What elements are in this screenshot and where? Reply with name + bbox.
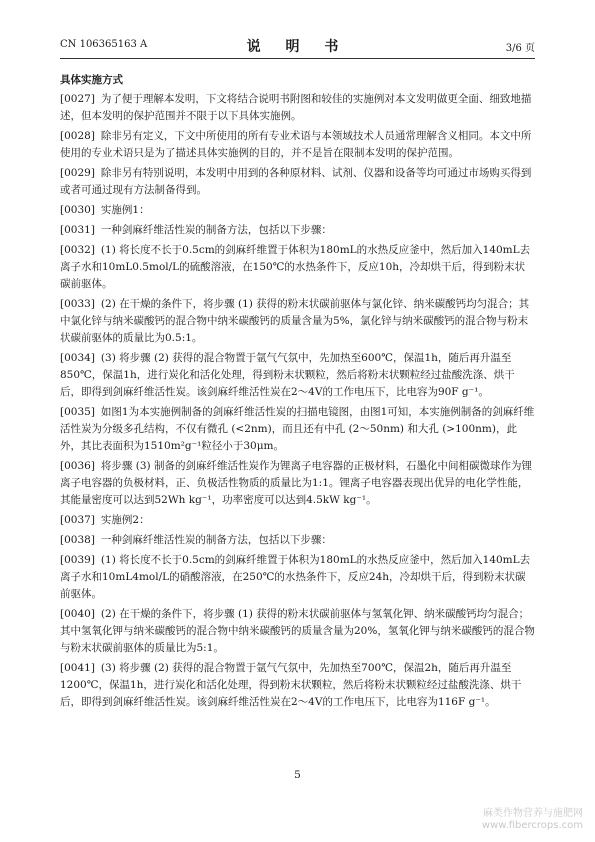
page-header <box>60 36 535 54</box>
paragraph-number: [0033] <box>60 298 95 310</box>
paragraph-text: 一种剑麻纤维活性炭的制备方法，包括以下步骤： <box>100 534 332 546</box>
paragraph-text: 一种剑麻纤维活性炭的制备方法，包括以下步骤： <box>100 224 332 236</box>
paragraph-number: [0039] <box>60 554 95 566</box>
paragraph-text: (3) 将步骤 (2) 获得的混合物置于氩气气氛中，先加热至600℃，保温1h，随后再升温至850℃，保温1h，进行炭化和活化处理，得到粉末状颗粒，然后将粉末状颗粒经过盐酸洗涤、烘干后，即得到剑麻纤维活性炭。该剑麻纤维活性炭在2～4V的工作电压下，比电容为90F g⁻¹。 <box>60 352 515 398</box>
paragraph-text: (1) 将长度不长于0.5cm的剑麻纤维置于体积为180mL的水热反应釜中，然后加入140mL去离子水和10mL0.5mol/L的硫酸溶液，在150℃的水热条件下，反应10h，冷却烘干后，得到粉末状碳前驱体。 <box>60 244 531 290</box>
paragraph-number: [0034] <box>60 352 95 364</box>
paragraph <box>60 458 535 509</box>
paragraph-number: [0029] <box>60 167 95 179</box>
paragraph <box>60 165 535 199</box>
paragraph-text: 除非另有定义，下文中所使用的所有专业术语与本领域技术人员通常理解含义相同。本文中所使用的专业术语只是为了描述具体实施例的目的，并不是旨在限制本发明的保护范围。 <box>60 130 532 159</box>
paragraph-text: 实施例2： <box>100 514 150 526</box>
paragraph <box>60 222 535 239</box>
paragraph <box>60 296 535 347</box>
page-number: 5 <box>294 769 301 781</box>
paragraph-number: [0028] <box>60 130 95 142</box>
paragraph-number: [0032] <box>60 244 95 256</box>
paragraph <box>60 350 535 401</box>
paragraph-number: [0038] <box>60 534 95 546</box>
paragraph-text: 为了便于理解本发明，下文将结合说明书附图和较佳的实施例对本文发明做更全面、细致地描述，但本发明的保护范围并不限于以下具体实施例。 <box>60 93 532 122</box>
paragraph-text: 如图1为本实施例制备的剑麻纤维活性炭的扫描电镜图，由图1可知，本实施例制备的剑麻纤维活性炭为分级多孔结构，不仅有微孔 (<2nm)，而且还有中孔 (2～50nm) 和大孔 (>100nm)，此外，其比表面积为1510m²g⁻¹粒径小于30μm。 <box>60 406 535 452</box>
section-title: 具体实施方式 <box>60 74 123 86</box>
paragraph-number: [0031] <box>60 224 95 236</box>
paragraph-number: [0027] <box>60 93 95 105</box>
paragraph-text: 将步骤 (3) 制备的剑麻纤维活性炭作为锂离子电容器的正极材料，石墨化中间相碳微球作为锂离子电容器的负极材料，正、负极活性物质的质量比为1:1。锂离子电容器表现出优异的电化学性能，其能量密度可以达到52Wh kg⁻¹，功率密度可以达到4.5kW kg⁻¹。 <box>60 460 532 506</box>
paragraph <box>60 606 535 657</box>
publication-number: CN 106365163 A <box>60 39 148 50</box>
paragraph-list <box>60 91 535 711</box>
paragraph-number: [0041] <box>60 662 95 674</box>
paragraph <box>60 404 535 455</box>
paragraph-number: [0035] <box>60 406 95 418</box>
paragraph-number: [0036] <box>60 460 95 472</box>
paragraph <box>60 242 535 293</box>
header-rule <box>60 58 535 59</box>
document-body <box>60 72 535 714</box>
paragraph <box>60 202 535 219</box>
paragraph-text: (3) 将步骤 (2) 获得的混合物置于氩气气氛中，先加热至700℃，保温2h，随后再升温至1200℃，保温1h，进行炭化和活化处理，得到粉末状颗粒，然后将粉末状颗粒经过盐酸洗涤、烘干后，即得到剑麻纤维活性炭。该剑麻纤维活性炭在2～4V的工作电压下，比电容为116F g⁻¹。 <box>60 662 522 708</box>
watermark-line-1: 麻类作物营养与施肥网 <box>483 808 583 819</box>
paragraph <box>60 552 535 603</box>
paragraph-text: 除非另有特别说明，本发明中用到的各种原材料、试剂、仪器和设备等均可通过市场购买得到或者可通过现有方法制备得到。 <box>60 167 532 196</box>
paragraph-text: (2) 在干燥的条件下，将步骤 (1) 获得的粉末状碳前驱体与氢氧化钾、纳米碳酸钙均匀混合；其中氢氧化钾与纳米碳酸钙的混合物中纳米碳酸钙的质量含量为20%，氢氧化钾与纳米碳酸钙的混合物与粉末状碳前驱体的质量比为5:1。 <box>60 608 535 654</box>
paragraph-number: [0037] <box>60 514 95 526</box>
paragraph-text: (2) 在干燥的条件下，将步骤 (1) 获得的粉末状碳前驱体与氯化锌、纳米碳酸钙均匀混合；其中氯化锌与纳米碳酸钙的混合物中纳米碳酸钙的质量含量为5%，氯化锌与纳米碳酸钙的混合物与粉末状碳前驱体的质量比为0.5:1。 <box>60 298 530 344</box>
watermark <box>383 808 583 832</box>
page-info: 3/6 页 <box>505 43 535 54</box>
paragraph-number: [0040] <box>60 608 95 620</box>
paragraph <box>60 512 535 529</box>
paragraph <box>60 660 535 711</box>
paragraph-number: [0030] <box>60 204 95 216</box>
watermark-line-2: www.fibercrops.com <box>481 820 583 831</box>
document-title: 说 明 书 <box>246 39 349 55</box>
paragraph <box>60 128 535 162</box>
paragraph <box>60 91 535 125</box>
paragraph <box>60 532 535 549</box>
paragraph-text: 实施例1： <box>100 204 150 216</box>
paragraph-text: (1) 将长度不长于0.5cm的剑麻纤维置于体积为180mL的水热反应釜中，然后加入140mL去离子水和10mL4mol/L的硝酸溶液，在250℃的水热条件下，反应24h，冷却烘干后，得到粉末状碳前驱体。 <box>60 554 531 600</box>
